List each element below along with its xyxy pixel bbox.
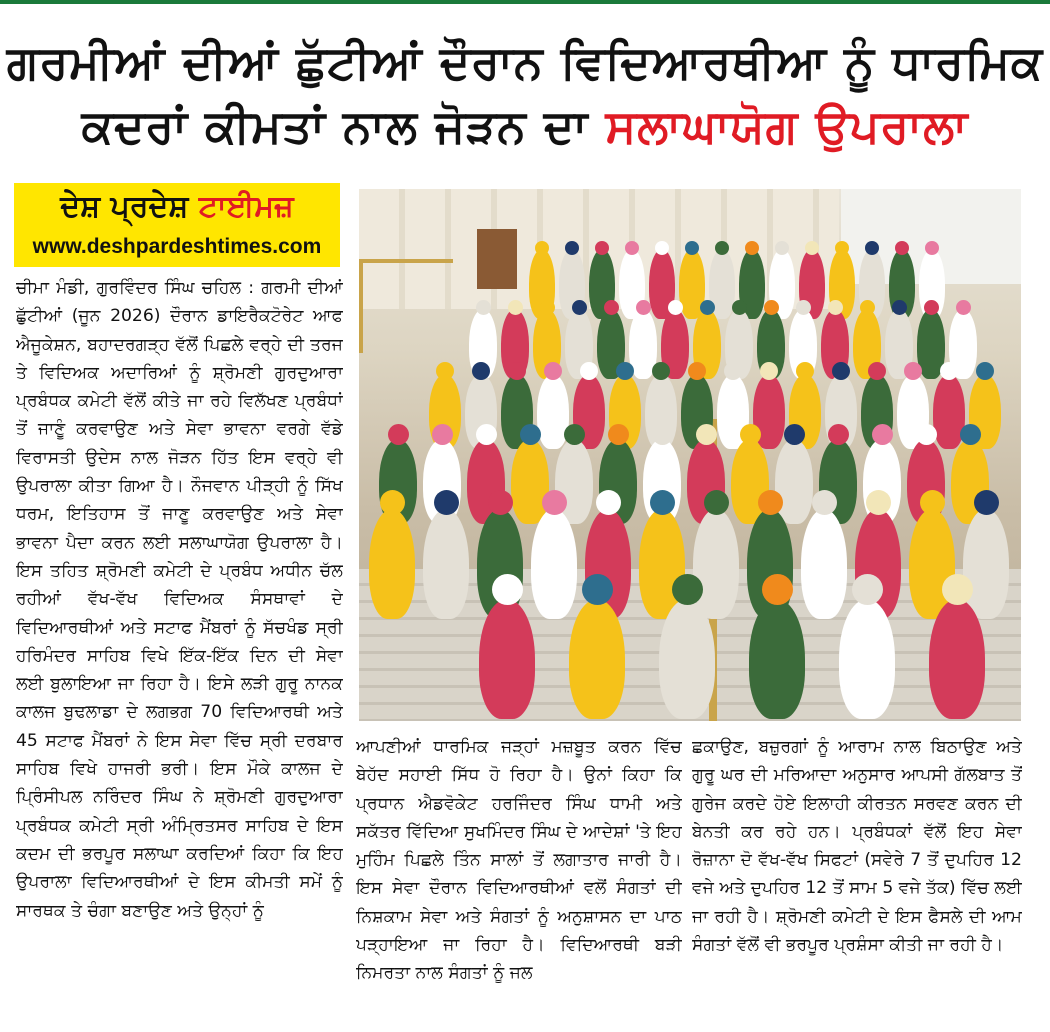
photo-figure — [963, 509, 1009, 619]
photo-figure-head — [434, 490, 459, 515]
photo-figure-head — [565, 241, 579, 255]
photo-figure-head — [796, 300, 811, 315]
article-column-1: ਚੀਮਾ ਮੰਡੀ, ਗੁਰਵਿੰਦਰ ਸਿੰਘ ਚਹਿਲ : ਗਰਮੀ ਦੀਆਂ ਛੁੱਟੀਆਂ (ਜੂਨ 2026) ਦੌਰਾਨ ਡਾਇਰੈਕਟੋਰੇਟ ਆਫ ਐਜੂਕੇਸ਼ਨ, ਬਹਾਦਰਗੜ੍ਹ ਵੱਲੋਂ ਪਿਛਲੇ ਵਰ੍ਹੇ ਦੀ ਤਰਜ ਤੇ ਵਿਦਿਅਕ ਅਦਾਰਿਆਂ ਨੂੰ ਸ਼੍ਰੋਮਣੀ ਗੁਰਦੁਆਰਾ ਪ੍ਰਬੰਧਕ ਕਮੇਟੀ ਵੱਲੋਂ ਕੀਤੇ ਜਾ ਰਹੇ ਵਿਲੱਖਣ ਪ੍ਰਬੰਧਾਂ ਤੋਂ ਜਾਣੂੰ ਕਰਵਾਉਣ ਅਤੇ ਸੇਵਾ ਭਾਵਨਾ ਵਰਗੇ ਵੱਡੇ ਵਿਰਾਸਤੀ ਉਦੇਸ ਨਾਲ ਜੋੜਨ ਹਿੱਤ ਇਸ ਵਰ੍ਹੇ ਵੀ ਉਪਰਾਲਾ ਕੀਤਾ ਗਿਆ ਹੈ। ਨੌਜਵਾਨ ਪੀੜ੍ਹੀ ਨੂੰ ਸਿੱਖ ਧਰਮ, ਇਤਿਹਾਸ ਤੋਂ ਜਾਣੂ ਕਰਵਾਉਣ ਅਤੇ ਸੇਵਾ ਭਾਵਨਾ ਪੈਦਾ ਕਰਨ ਲਈ ਸਲਾਘਾਯੋਗ ਉਪਰਾਲਾ ਹੈ। ਇਸ ਤਹਿਤ ਸ਼੍ਰੋਮਣੀ ਕਮੇਟੀ ਦੇ ਪ੍ਰਬੰਧ ਅਧੀਨ ਚੱਲ ਰਹੀਆਂ ਵੱਖ-ਵੱਖ ਵਿਦਿਅਕ ਸੰਸਥਾਵਾਂ ਦੇ ਵਿਦਿਆਰਥੀਆਂ ਅਤੇ ਸਟਾਫ ਮੈਂਬਰਾਂ ਨੂੰ ਸੱਚਖੰਡ ਸ੍ਰੀ ਹਰਿਮੰਦਰ ਸਾਹਿਬ ਵਿਖੇ ਇੱਕ-ਇੱਕ ਦਿਨ ਦੀ ਸੇਵਾ ਲਈ ਬੁਲਾਇਆ ਜਾ ਰਿਹਾ ਹੈ। ਇਸੇ ਲੜੀ ਗੁਰੂ ਨਾਨਕ ਕਾਲਜ ਬੁਢਲਾਡਾ ਦੇ ਲਗਭਗ 70 ਵਿਦਿਆਰਥੀ ਅਤੇ 45 ਸਟਾਫ ਮੈਂਬਰਾਂ ਨੇ ਇਸ ਸੇਵਾ ਵਿੱਚ ਸ੍ਰੀ ਦਰਬਾਰ ਸਾਹਿਬ ਵਿਖੇ ਹਾਜਰੀ ਭਰੀ। ਇਸ ਮੌਕੇ ਕਾਲਜ ਦੇ ਪ੍ਰਿੰਸੀਪਲ ਨਰਿੰਦਰ ਸਿੰਘ ਨੇ ਸ਼੍ਰੋਮਣੀ ਗੁਰਦੁਆਰਾ ਪ੍ਰਬੰਧਕ ਕਮੇਟੀ ਸ੍ਰੀ ਅੰਮ੍ਰਿਤਸਰ ਸਾਹਿਬ ਦੇ ਇਸ ਕਦਮ ਦੀ ਭਰਪੂਰ ਸਲਾਘਾ ਕਰਦਿਆਂ ਕਿਹਾ ਕਿ ਇਹ ਉਪਰਾਲਾ ਵਿਦਿਆਰਥੀਆਂ ਦੇ ਇਸ ਕੀਮਤੀ ਸਮੇਂ ਨੂੰ ਸਾਰਥਕ ਤੇ ਚੰਗਾ ਬਣਾਉਣ ਅਤੇ ਉਨ੍ਹਾਂ ਨੂੰ — [16, 278, 343, 921]
photo-figure-head — [764, 300, 779, 315]
photo-figure-head — [596, 490, 621, 515]
photo-figure-head — [924, 300, 939, 315]
photo-figure-head — [432, 424, 453, 445]
photo-figure-head — [572, 300, 587, 315]
photo-figure-head — [916, 424, 937, 445]
headline-line-2-text: ਕਦਰਾਂ ਕੀਮਤਾਂ ਨਾਲ ਜੋੜਨ ਦਾ — [81, 99, 606, 153]
photo-figure-head — [535, 241, 549, 255]
headline-line-2 — [0, 94, 1050, 158]
photo-figure-head — [616, 362, 634, 380]
photo-figure-head — [920, 490, 945, 515]
photo-figure-head — [976, 362, 994, 380]
photo-figure-head — [564, 424, 585, 445]
photo-figure-head — [866, 490, 891, 515]
photo-figure — [423, 509, 469, 619]
photo-figure-head — [542, 490, 567, 515]
photo-figure-head — [595, 241, 609, 255]
photo-figure-head — [740, 424, 761, 445]
photo-door — [477, 229, 517, 289]
photo-figure-head — [472, 362, 490, 380]
photo-figure-head — [762, 574, 793, 605]
photo-figure-head — [960, 424, 981, 445]
photo-figure — [511, 439, 549, 524]
photo-figure-head — [852, 574, 883, 605]
photo-figure-head — [700, 300, 715, 315]
photo-figure-head — [784, 424, 805, 445]
photo-figure-head — [724, 362, 742, 380]
photo-figure — [839, 599, 895, 719]
photo-figure-head — [865, 241, 879, 255]
photo-figure-head — [652, 362, 670, 380]
photo-figure-head — [925, 241, 939, 255]
photo-figure-head — [476, 300, 491, 315]
photo-figure-head — [655, 241, 669, 255]
photo-figure-head — [745, 241, 759, 255]
photo-figure-head — [608, 424, 629, 445]
photo-figure-head — [895, 241, 909, 255]
photo-figure-head — [685, 241, 699, 255]
photo-figure-head — [508, 300, 523, 315]
photo-figure-head — [508, 362, 526, 380]
photo-figure-head — [704, 490, 729, 515]
photo-figure-head — [974, 490, 999, 515]
photo-figure-head — [625, 241, 639, 255]
photo-figure-head — [650, 490, 675, 515]
headline-line-1: ਗਰਮੀਆਂ ਦੀਆਂ ਛੁੱਟੀਆਂ ਦੌਰਾਨ ਵਿਦਿਆਰਥੀਆ ਨੂੰ ਧਾਰਮਿਕ — [6, 35, 1044, 89]
photo-figure-head — [832, 362, 850, 380]
photo-figure-head — [956, 300, 971, 315]
photo-figure — [369, 509, 415, 619]
photo-figure — [929, 599, 985, 719]
photo-figure-head — [636, 300, 651, 315]
photo-figure — [479, 599, 535, 719]
photo-figure — [693, 509, 739, 619]
article-column-3: ਛਕਾਉਣ, ਬਜ਼ੁਰਗਾਂ ਨੂੰ ਆਰਾਮ ਨਾਲ ਬਿਠਾਉਣ ਅਤੇ ਗੁਰੂ ਘਰ ਦੀ ਮਰਿਆਦਾ ਅਨੁਸਾਰ ਆਪਸੀ ਗੱਲਬਾਤ ਤੋਂ ਗੁਰੇਜ ਕਰਦੇ ਹੋਏ ਇਲਾਹੀ ਕੀਰਤਨ ਸਰਵਣ ਕਰਨ ਦੀ ਬੇਨਤੀ ਕਰ ਰਹੇ ਹਨ। ਪ੍ਰਬੰਧਕਾਂ ਵੱਲੋਂ ਇਹ ਸੇਵਾ ਰੋਜ਼ਾਨਾ ਦੋ ਵੱਖ-ਵੱਖ ਸਿਫਟਾਂ (ਸਵੇਰੇ 7 ਤੋਂ ਦੁਪਹਿਰ 12 ਵਜੇ ਅਤੇ ਦੁਪਹਿਰ 12 ਤੋਂ ਸਾਮ 5 ਵਜੇ ਤੱਕ) ਵਿੱਚ ਲਈ ਜਾ ਰਹੀ ਹੈ। ਸ਼੍ਰੋਮਣੀ ਕਮੇਟੀ ਦੇ ਇਸ ਫੈਸਲੇ ਦੀ ਆਮ ਸੰਗਤਾਂ ਵੱਲੋਂ ਵੀ ਭਰਪੂਰ ਪ੍ਰਸ਼ੰਸਾ ਕੀਤੀ ਜਾ ਰਹੀ ਹੈ। — [692, 737, 1022, 956]
photo-figure — [801, 509, 847, 619]
article-column-2: ਆਪਣੀਆਂ ਧਾਰਮਿਕ ਜੜ੍ਹਾਂ ਮਜ਼ਬੂਤ ਕਰਨ ਵਿੱਚ ਬੇਹੱਦ ਸਹਾਈ ਸਿੱਧ ਹੋ ਰਿਹਾ ਹੈ। ਉਨਾਂ ਕਿਹਾ ਕਿ ਪ੍ਰਧਾਨ ਐਡਵੋਕੇਟ ਹਰਜਿੰਦਰ ਸਿੰਘ ਧਾਮੀ ਅਤੇ ਸਕੱਤਰ ਵਿੱਦਿਆ ਸੁਖਮਿੰਦਰ ਸਿੰਘ ਦੇ ਆਦੇਸ਼ਾਂ 'ਤੇ ਇਹ ਮੁਹਿੰਮ ਪਿਛਲੇ ਤਿੰਨ ਸਾਲਾਂ ਤੋਂ ਲਗਾਤਾਰ ਜਾਰੀ ਹੈ। ਇਸ ਸੇਵਾ ਦੌਰਾਨ ਵਿਦਿਆਰਥੀਆਂ ਵਲੋਂ ਸੰਗਤਾਂ ਦੀ ਨਿਸ਼ਕਾਮ ਸੇਵਾ ਅਤੇ ਸੰਗਤਾਂ ਨੂੰ ਅਨੁਸ਼ਾਸਨ ਦਾ ਪਾਠ ਪੜ੍ਹਾਇਆ ਜਾ ਰਿਹਾ ਹੈ। ਵਿਦਿਆਰਥੀ ਬੜੀ ਨਿਮਰਤਾ ਨਾਲ ਸੰਗਤਾਂ ਨੂੰ ਜਲ — [356, 737, 682, 984]
photo-figure-head — [828, 424, 849, 445]
photo-figure-head — [904, 362, 922, 380]
photo-figure-head — [796, 362, 814, 380]
photo-figure-head — [388, 424, 409, 445]
photo-figure-head — [835, 241, 849, 255]
photo-figure — [775, 439, 813, 524]
headline-highlight: ਸਲਾਘਾਯੋਗ ਉਪਰਾਲਾ — [605, 99, 969, 153]
photo-figure-head — [942, 574, 973, 605]
photo-figure-head — [940, 362, 958, 380]
group-photo — [359, 189, 1021, 721]
photo-figure-head — [604, 300, 619, 315]
headline — [0, 30, 1050, 158]
photo-figure-head — [868, 362, 886, 380]
photo-figure-head — [732, 300, 747, 315]
masthead-name-black: ਦੇਸ਼ ਪ੍ਰਦੇਸ਼ — [60, 189, 199, 224]
photo-figure-head — [775, 241, 789, 255]
photo-figure-head — [380, 490, 405, 515]
photo-figure-head — [672, 574, 703, 605]
masthead-name-red: ਟਾਈਮਜ਼ — [198, 189, 294, 224]
photo-figure-head — [688, 362, 706, 380]
photo-figure-head — [760, 362, 778, 380]
top-rule — [0, 0, 1050, 4]
masthead — [14, 183, 340, 267]
photo-figure-head — [544, 362, 562, 380]
photo-figure-head — [872, 424, 893, 445]
photo-railing — [359, 259, 453, 353]
photo-figure-head — [805, 241, 819, 255]
masthead-name — [14, 189, 340, 224]
photo-figure-head — [582, 574, 613, 605]
photo-figure-head — [758, 490, 783, 515]
photo-figure-head — [892, 300, 907, 315]
photo-figure-head — [436, 362, 454, 380]
photo-figure-head — [652, 424, 673, 445]
photo-figure — [749, 599, 805, 719]
photo-figure-head — [488, 490, 513, 515]
photo-figure-head — [520, 424, 541, 445]
masthead-url: www.deshpardeshtimes.com — [32, 235, 322, 258]
photo-figure-head — [696, 424, 717, 445]
photo-figure-head — [828, 300, 843, 315]
photo-figure — [659, 599, 715, 719]
photo-figure-head — [540, 300, 555, 315]
photo-figure-head — [812, 490, 837, 515]
photo-figure-head — [668, 300, 683, 315]
photo-figure-head — [860, 300, 875, 315]
photo-figure-head — [476, 424, 497, 445]
photo-figure-head — [492, 574, 523, 605]
photo-figure-head — [715, 241, 729, 255]
photo-figure — [531, 509, 577, 619]
photo-figure — [569, 599, 625, 719]
photo-figure-head — [580, 362, 598, 380]
